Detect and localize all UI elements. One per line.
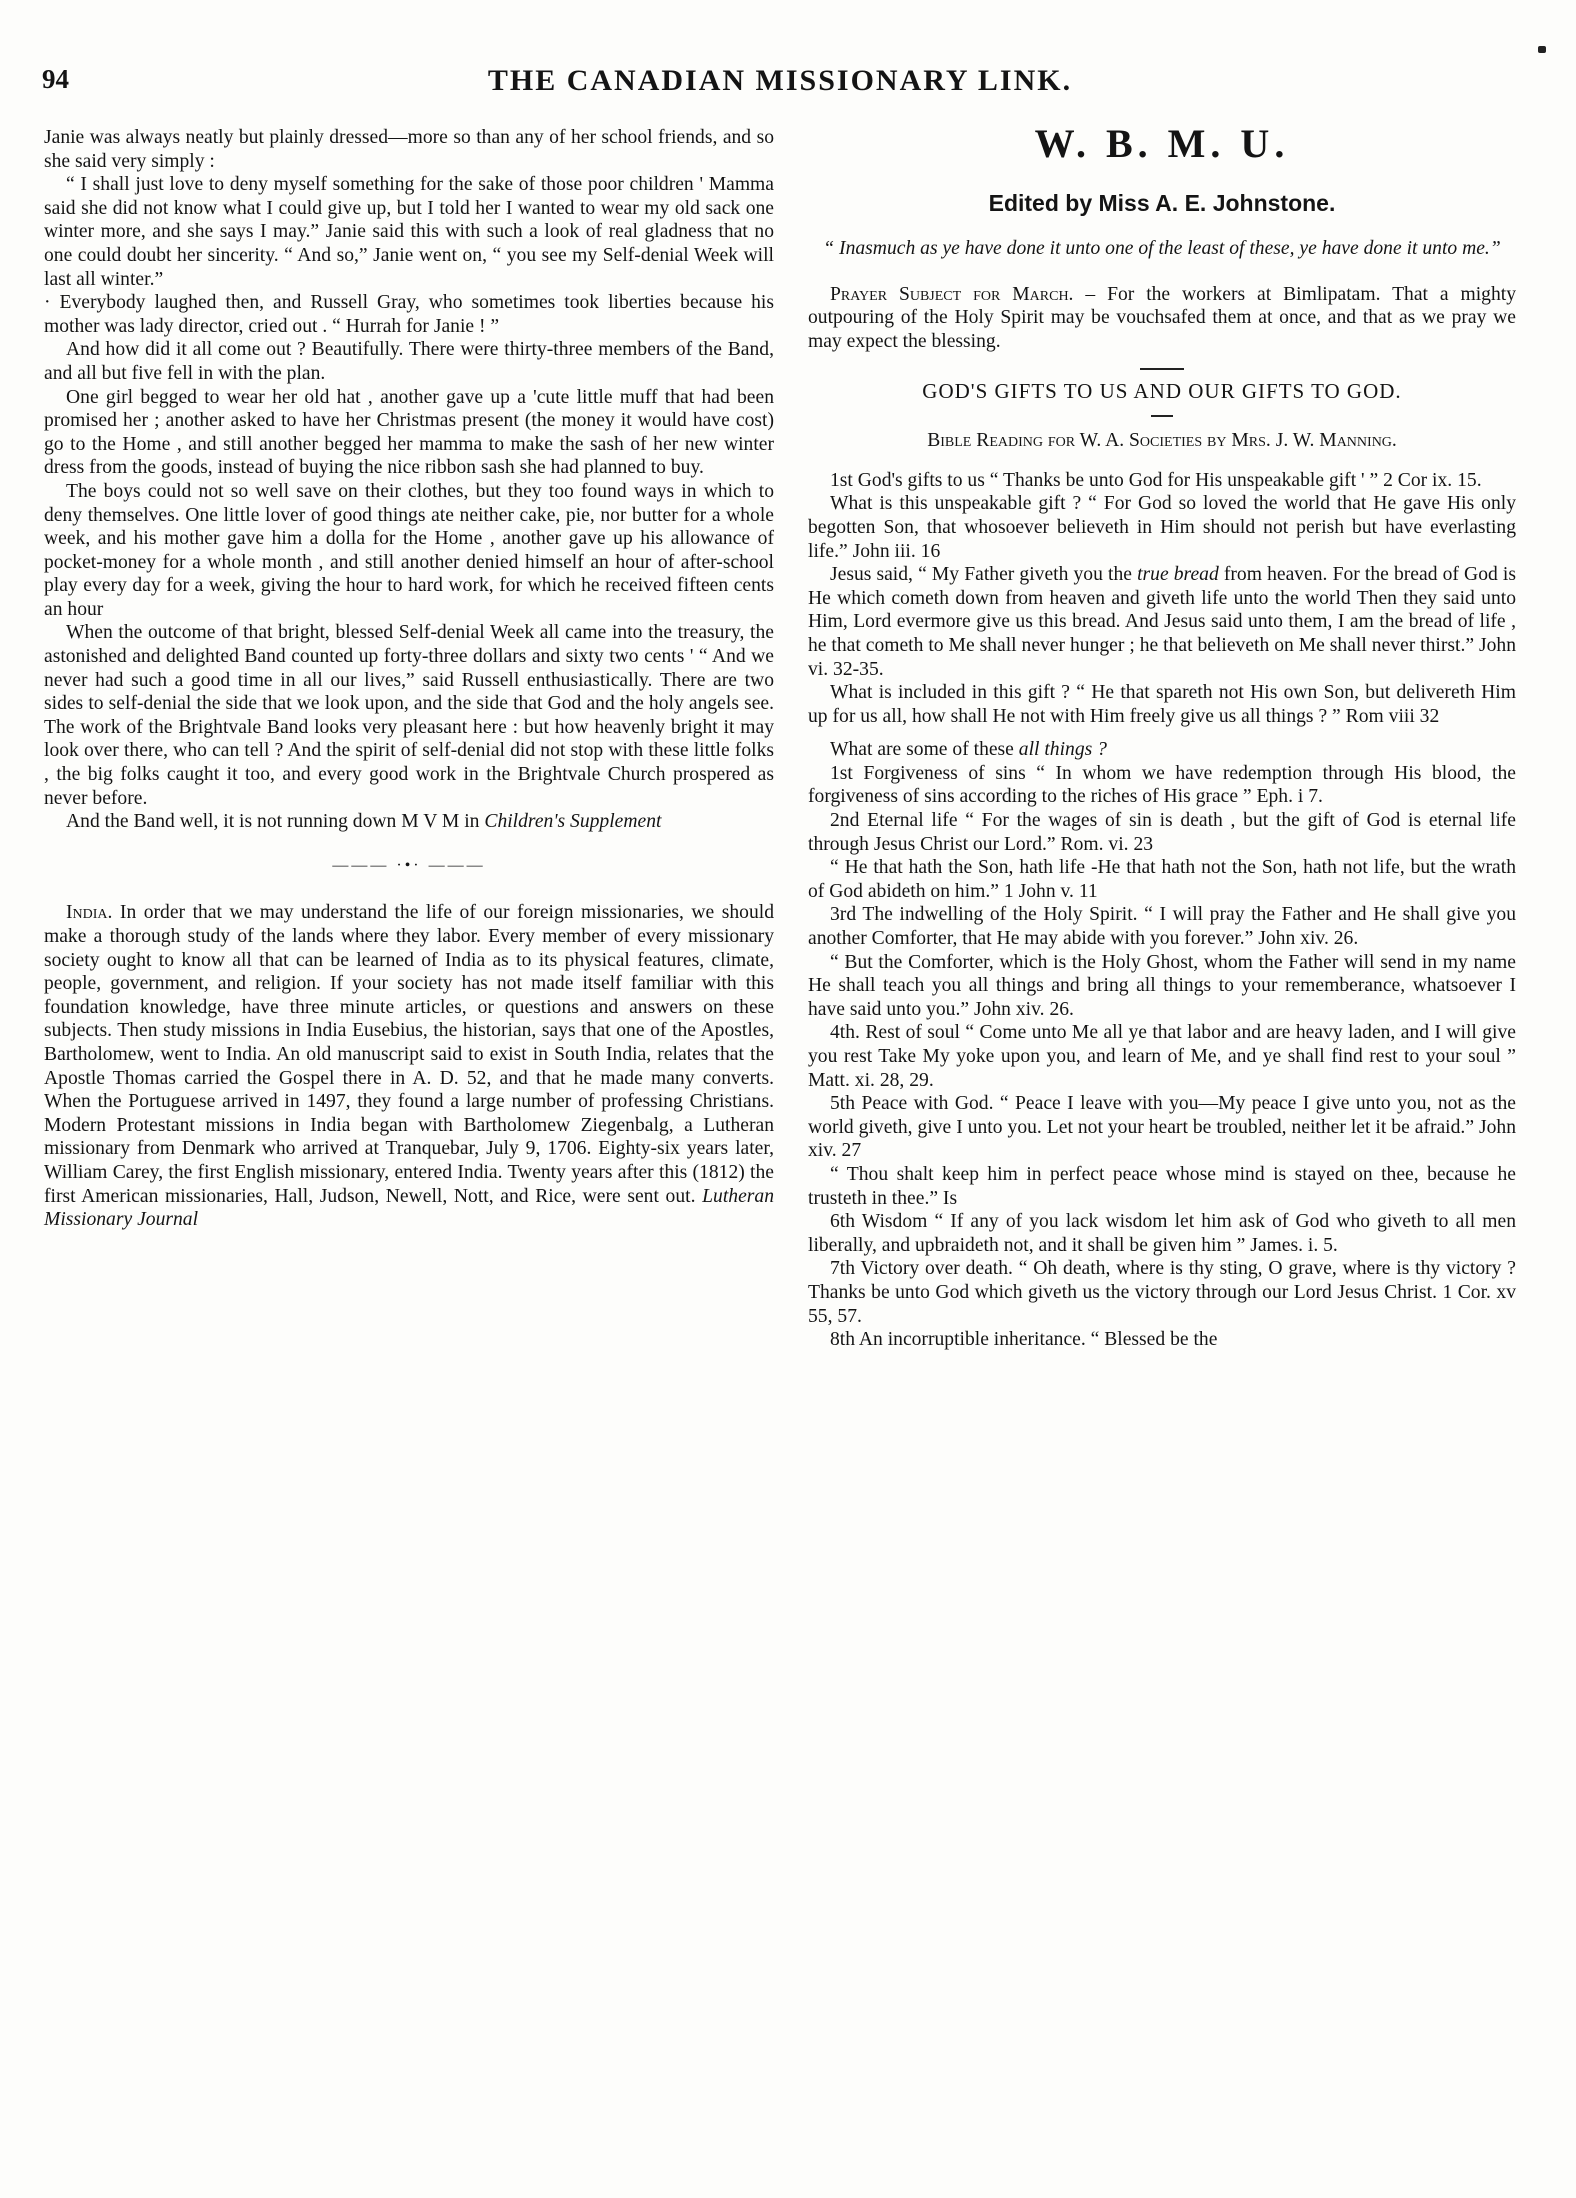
source-citation: Lutheran Missionary Journal	[44, 1185, 774, 1231]
paragraph	[808, 738, 1516, 762]
paragraph: What is included in this gift ? “ He that spareth not His own Son, but delivereth Him up for us all, how shall He not with Him freely give us all things ? ” Rom viii 32	[808, 682, 1516, 727]
article-title: GOD'S GIFTS TO US AND OUR GIFTS TO GOD.	[922, 378, 1402, 403]
scan-mark	[1538, 46, 1546, 53]
paragraph: 6th Wisdom “ If any of you lack wisdom let him ask of God who giveth to all men liberally, and upbraideth not, and it shall be given him ” James. i. 5.	[808, 1211, 1516, 1256]
text-run-italic: all things ?	[1018, 739, 1107, 761]
paragraph: When the outcome of that bright, blessed Self-denial Week all came into the treasury, the astonished and delighted Band counted up forty-three dollars and sixty two cents ' “ And we never had such a good time in all our lives,” said Russell enthusiastically. There are two sides to self-denial the side that we look upon, and the side that God and the holy angels see. The work of the Brightvale Band looks very pleasant here : but how heavenly bright it may look over there, who can tell ? And the spirit of self-denial did not stop with these little folks , the big folks caught it too, and every good work in the Brightvale Church prospered as never before.	[44, 622, 774, 809]
paragraph: One girl begged to wear her old hat , another gave up a 'cute little muff that had been promised her ; another asked to have her Christmas present (the money it would have cost) go to the Home , and still another begged her mamma to make the sash of her new winter dress from the goods, instead of buying the nice ribbon sash she had planned to buy.	[44, 386, 774, 479]
paragraph: 1st Forgiveness of sins “ In whom we have redemption through His blood, the forgiveness of sins according to the riches of His grace ” Eph. i 7.	[808, 762, 1516, 808]
paragraph	[808, 563, 1516, 681]
journal-title: THE CANADIAN MISSIONARY LINK.	[487, 64, 1073, 97]
paragraph: What is this unspeakable gift ? “ For God so loved the world that He gave His only begotten Son, that whosoever believeth in Him should not perish but have everlasting life.” John iii. 16	[808, 493, 1516, 562]
paragraph: 5th Peace with God. “ Peace I leave with you—My peace I give unto you, not as the world giveth, give I unto you. Let not your heart be troubled, neither let it be afraid.” John xiv. 27	[808, 1093, 1516, 1162]
paragraph: “ Thou shalt keep him in perfect peace whose mind is stayed on thee, because he trusteth in thee.” Is	[808, 1163, 1516, 1209]
paragraph: 3rd The indwelling of the Holy Spirit. “ I will pray the Father and He shall give you another Comforter, that He may abide with you forever.” John xiv. 26.	[808, 904, 1516, 950]
paragraph: “ But the Comforter, which is the Holy Ghost, whom the Father will send in my name He shall teach you all things and bring all things to your rememberance, whatsoever I have said unto you.” John xiv. 26.	[808, 951, 1516, 1020]
article-subtitle: Bible Reading for W. A. Societies by Mrs. J. W. Manning.	[927, 430, 1397, 452]
paragraph	[44, 810, 774, 834]
paragraph: Janie was always neatly but plainly dressed—more so than any of her school friends, and so she said very simply :	[44, 127, 774, 172]
india-article	[44, 901, 774, 1231]
paragraph: · Everybody laughed then, and Russell Gray, who sometimes took liberties because his mother was lady director, cried out . “ Hurrah for Janie ! ”	[44, 292, 774, 337]
text-run-italic: true bread	[1137, 564, 1219, 586]
prayer-label: Prayer Subject for March.	[830, 283, 1074, 305]
section-heading: W. B. M. U.	[1034, 121, 1290, 166]
paragraph: “ I shall just love to deny myself something for the sake of those poor children ' Mamma said she did not know what I could give up, but I told her I wanted to wear my old sack one winter more, and she says I may.” Janie said this with such a look of real gladness that no one could doubt her sincerity. “ And so,” Janie went on, “ you see my Self-denial Week will last all winter.”	[44, 174, 774, 290]
text-run: And the Band well, it is not running down M V M in	[66, 811, 485, 833]
paragraph: 7th Victory over death. “ Oh death, where is thy sting, O grave, where is thy victory ? Thanks be unto God which giveth us the victory through our Lord Jesus Christ. 1 Cor. xv 55, 57.	[808, 1258, 1516, 1327]
paragraph: 2nd Eternal life “ For the wages of sin is death , but the gift of God is eternal life through Jesus Christ our Lord.” Rom. vi. 23	[808, 810, 1516, 855]
divider-rule	[1151, 415, 1173, 417]
paragraph: The boys could not so well save on their clothes, but they too found ways in which to deny themselves. One little lover of good things ate neither cake, pie, nor butter for a whole week, and his mother gave him a dolla for the Home , another gave up his allowance of pocket-money for a whole month , and still another denied himself an hour of after-school play every day for a week, giving the hour to hard work, for which he received fifteen cents an hour	[44, 480, 774, 620]
paragraph: And how did it all come out ? Beautifully. There were thirty-three members of the Band, and all but five fell in with the plan.	[44, 339, 774, 384]
paragraph: 1st God's gifts to us “ Thanks be unto God for His unspeakable gift ' ” 2 Cor ix. 15.	[830, 469, 1482, 491]
text-run: from heaven. For the bread of God is He which cometh down from heaven and giveth life unto the world Then they said unto Him, Lord evermore give us this bread. And Jesus said unto them, I am the bread of life , he that cometh to Me shall never hunger ; he that believeth on Me shall never thirst.” John vi. 32-35.	[808, 564, 1516, 680]
text-run: What are some of these	[830, 739, 1019, 761]
ornament-divider: ——— ·•· ———	[332, 856, 486, 874]
article-body: In order that we may understand the life of our foreign missionaries, we should make a thorough study of the lands where they labor. Every member of every missionary society ought to know all that can be learned of India as to its physical features, climate, people, government, and religion. If your society has not made itself familiar with this foundation knowledge, have three minute articles, or questions and answers on these subjects. Then study missions in India Eusebius, the historian, says that one of the Apostles, Bartholomew, went to India. An old manuscript said to exist in South India, relates that the Apostle Thomas carried the Gospel there in A. D. 52, and that he made many converts. When the Portuguese arrived in 1497, they found a large number of professing Christians. Modern Protestant missions in India began with Bartholomew Ziegenbalg, a Lutheran missionary from Denmark who arrived at Tranquebar, July 9, 1706. Eighty-six years later, William Carey, the first English missionary, entered India. Twenty years after this (1812) the first American missionaries, Hall, Judson, Newell, Nott, and Rice, were sent out.	[44, 902, 774, 1207]
paragraph: 4th. Rest of soul “ Come unto Me all ye that labor and are heavy laden, and I will give you rest Take My yoke upon you, and learn of Me, and ye shall find rest to your soul ” Matt. xi. 28, 29.	[808, 1022, 1516, 1091]
page-header	[42, 64, 1518, 104]
article-heading: India.	[66, 902, 113, 924]
motto: “ Inasmuch as ye have done it unto one of the least of these, ye have done it unto me.”	[823, 238, 1501, 260]
source-citation: Children's Supplement	[484, 811, 662, 833]
paragraph: “ He that hath the Son, hath life -He that hath not the Son, hath not life, but the wrath of God abideth on him.” 1 John v. 11	[808, 857, 1516, 902]
right-column	[808, 121, 1516, 1352]
divider-rule	[1140, 368, 1184, 370]
prayer-subject	[808, 283, 1516, 354]
page-number: 94	[42, 64, 69, 94]
left-column	[44, 126, 774, 1232]
text-run: Jesus said, “ My Father giveth you the	[830, 564, 1138, 586]
paragraph: 8th An incorruptible inheritance. “ Blessed be the	[830, 1329, 1218, 1351]
prayer-text: – For the workers at Bimlipatam. That a mighty outpouring of the Holy Spirit may be vouchsafed them at once, and that as we pray we may expect the blessing.	[808, 283, 1516, 352]
editor-line: Edited by Miss A. E. Johnstone.	[988, 189, 1336, 216]
